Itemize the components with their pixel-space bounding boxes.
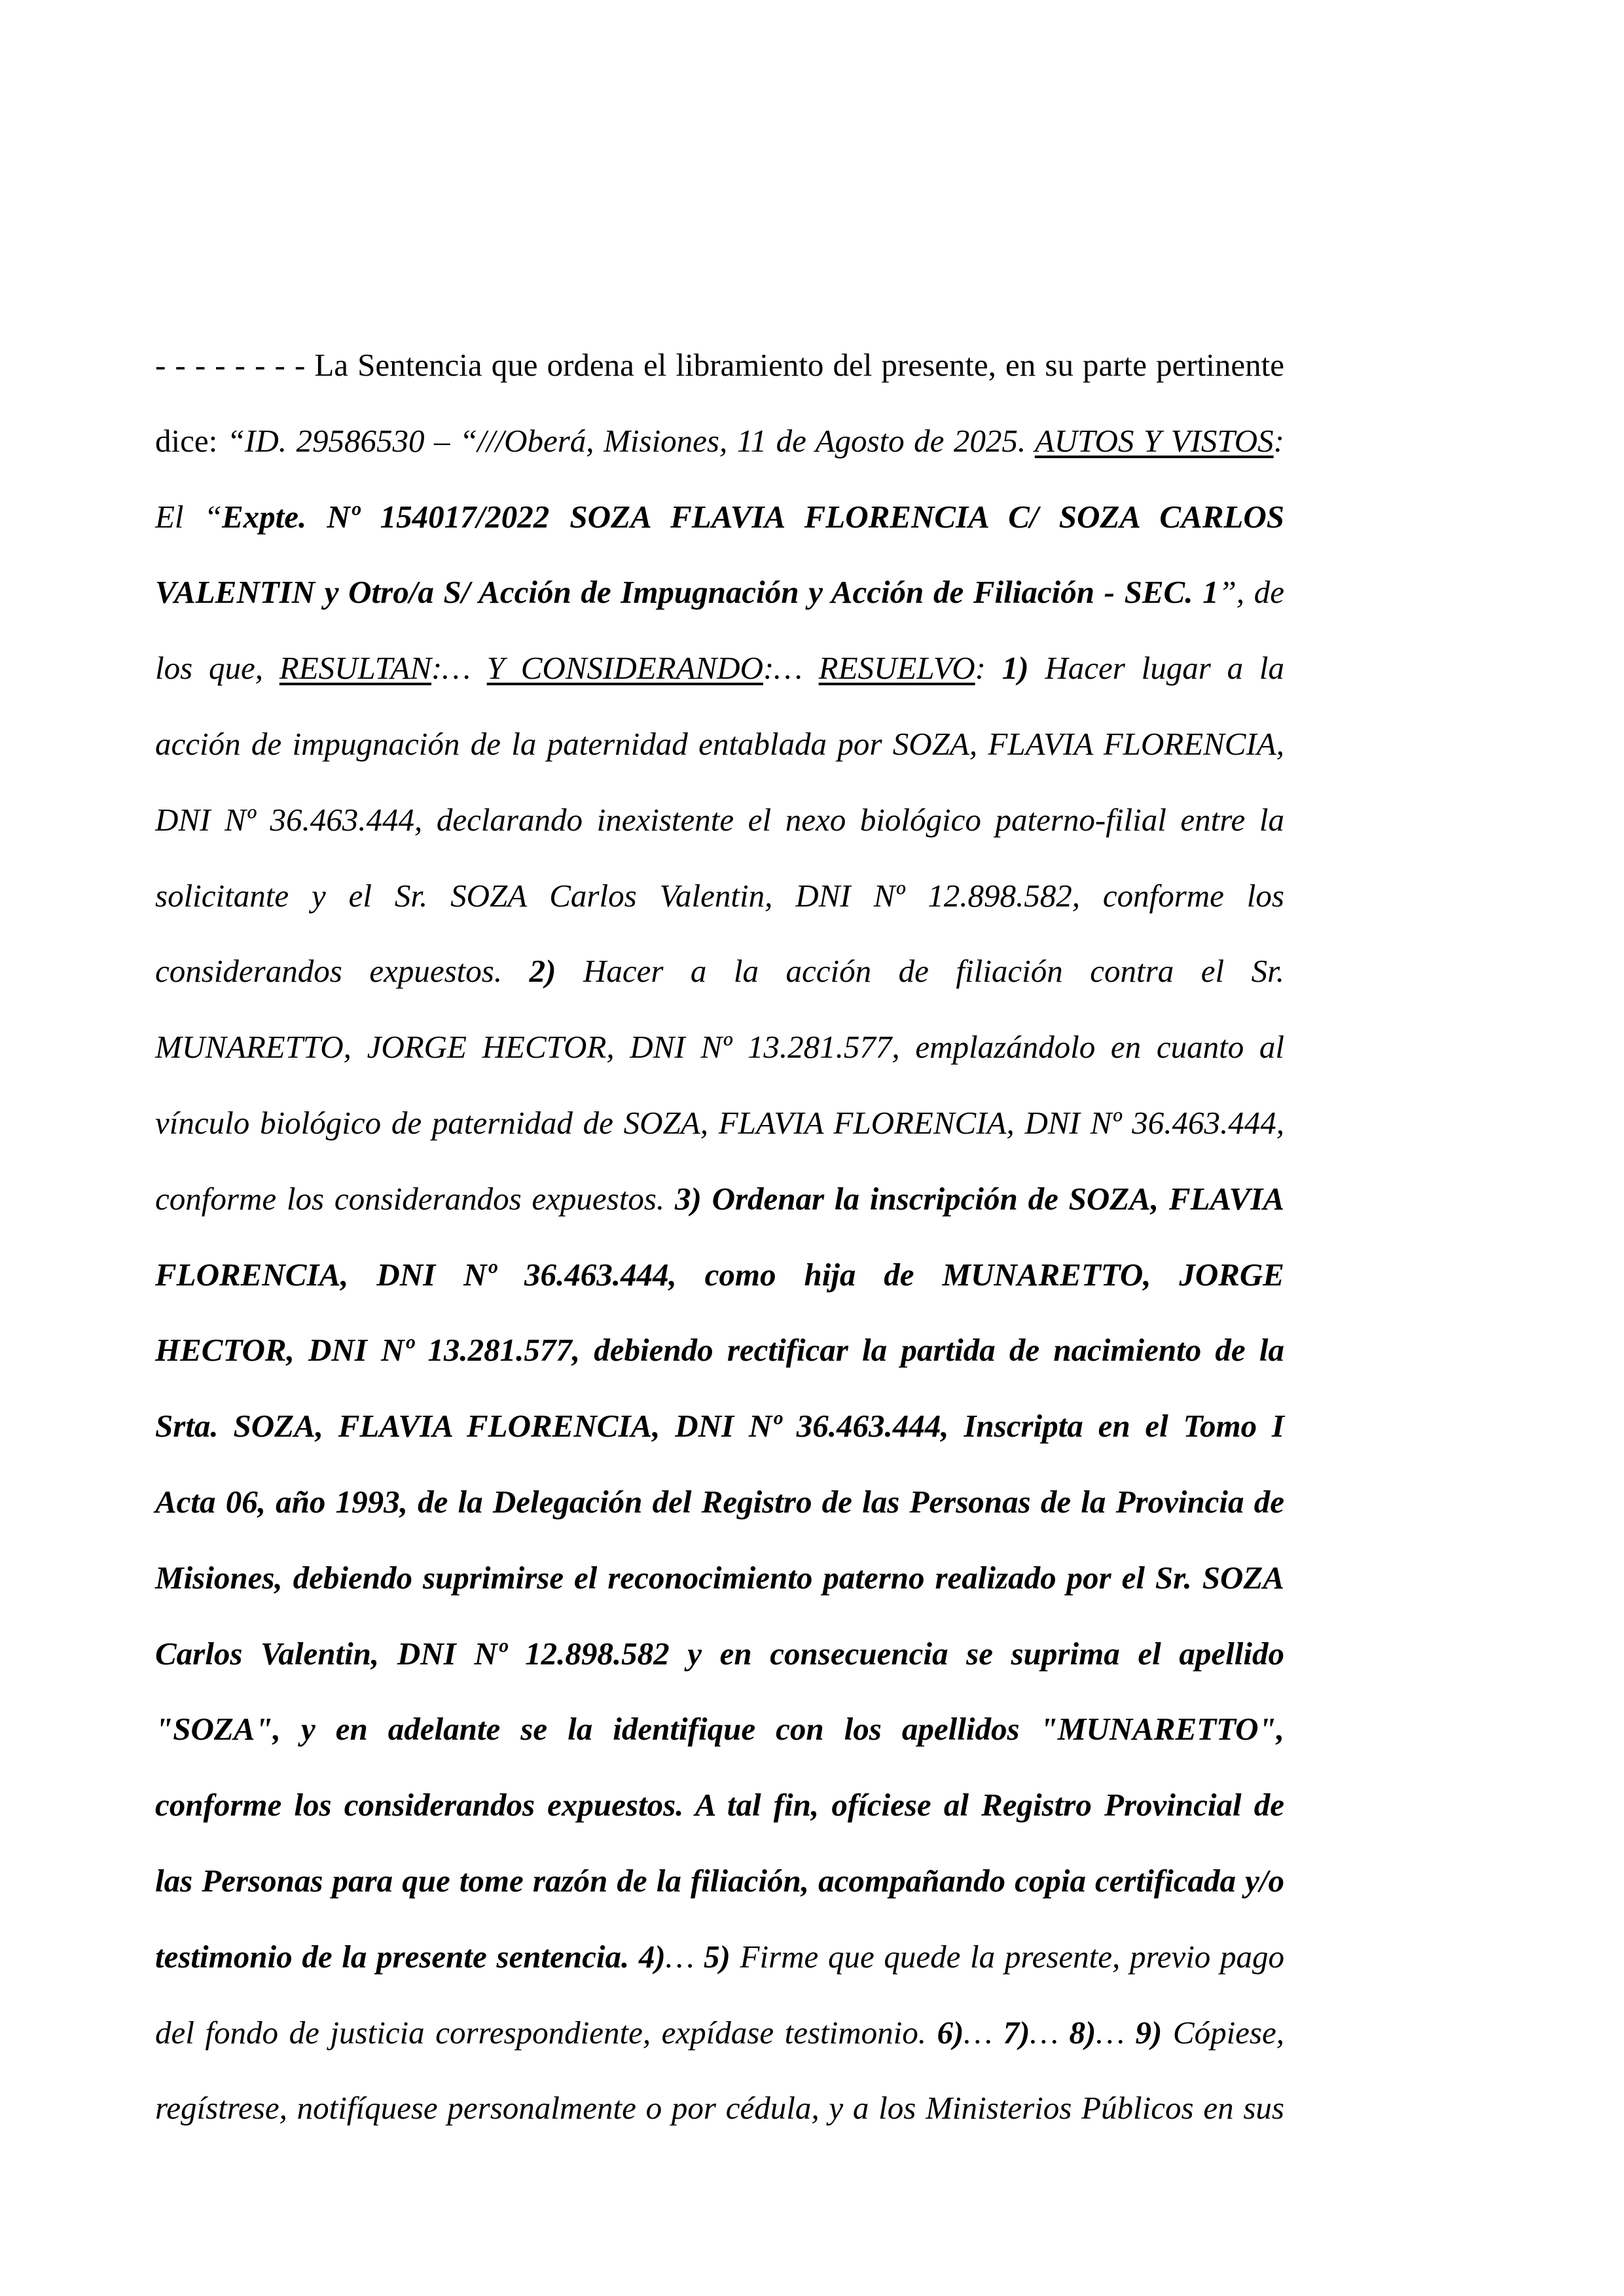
- text-segment: …: [964, 2014, 1003, 2051]
- underlined-heading: AUTOS Y VISTOS: [1034, 422, 1274, 459]
- bold-text-segment: VALENTIN y Otro/a S/ Acción de Impugnación y Acción de Filiación - SEC. 1: [155, 574, 1219, 611]
- text-segment: regístrese, notifíquese personalmente o por cédula, y a los Ministerios Públicos en sus: [155, 2090, 1284, 2126]
- bold-text-segment: "SOZA", y en adelante se la identifique con los apellidos "MUNARETTO",: [155, 1711, 1284, 1748]
- bold-text-segment: Carlos Valentin, DNI Nº 12.898.582 y en consecuencia se suprima el apellido: [155, 1635, 1284, 1672]
- text-segment: DNI Nº 36.463.444, declarando inexistente el nexo biológico paterno-filial entre la: [155, 801, 1284, 838]
- text-line: [155, 1785, 1284, 1825]
- bold-text-segment: Srta. SOZA, FLAVIA FLORENCIA, DNI Nº 36.463.444, Inscripta en el Tomo I: [155, 1408, 1284, 1444]
- text-line: [155, 1407, 1284, 1446]
- text-segment: del fondo de justicia correspondiente, expídase testimonio.: [155, 2014, 937, 2051]
- text-segment: Hacer a la acción de filiación contra el Sr.: [556, 953, 1284, 990]
- text-segment: - - - - - - - - La Sentencia que ordena el libramiento del presente, en su parte pertinente: [155, 347, 1284, 383]
- text-line: [155, 800, 1284, 840]
- text-segment: considerandos expuestos.: [155, 953, 530, 990]
- text-segment: :…: [431, 650, 487, 687]
- bold-text-segment: FLORENCIA, DNI Nº 36.463.444, como hija de MUNARETTO, JORGE: [155, 1256, 1284, 1293]
- text-segment: :…: [763, 650, 819, 687]
- text-segment: …: [1030, 2014, 1070, 2051]
- bold-text-segment: testimonio de la presente sentencia. 4): [155, 1938, 666, 1975]
- bold-text-segment: 3) Ordenar la inscripción de SOZA, FLAVIA: [674, 1180, 1284, 1217]
- underlined-heading: RESUELVO: [818, 650, 975, 687]
- text-segment: MUNARETTO, JORGE HECTOR, DNI Nº 13.281.577, emplazándolo en cuanto al: [155, 1029, 1284, 1066]
- text-line: [155, 497, 1284, 537]
- text-line: [155, 876, 1284, 916]
- bold-text-segment: 5): [704, 1938, 731, 1975]
- text-line: [155, 1861, 1284, 1901]
- text-segment: Firme que quede la presente, previo pago: [730, 1938, 1284, 1975]
- bold-text-segment: 1): [1001, 650, 1029, 687]
- underlined-heading: RESULTAN: [279, 650, 432, 687]
- text-segment: solicitante y el Sr. SOZA Carlos Valentin, DNI Nº 12.898.582, conforme los: [155, 877, 1284, 914]
- text-line: [155, 1710, 1284, 1749]
- text-line: [155, 725, 1284, 764]
- text-segment: Hacer lugar a la: [1028, 650, 1284, 687]
- text-line: [155, 1558, 1284, 1598]
- text-line: [155, 2013, 1284, 2053]
- text-line: [155, 1634, 1284, 1674]
- text-segment: los que,: [155, 650, 280, 687]
- text-segment: vínculo biológico de paternidad de SOZA, FLAVIA FLORENCIA, DNI Nº 36.463.444,: [155, 1105, 1284, 1141]
- bold-text-segment: Misiones, debiendo suprimirse el reconocimiento paterno realizado por el Sr. SOZA: [155, 1559, 1284, 1596]
- text-line: [155, 2089, 1284, 2128]
- bold-text-segment: Acta 06, año 1993, de la Delegación del Registro de las Personas de la Provincia de: [155, 1484, 1284, 1520]
- bold-text-segment: HECTOR, DNI Nº 13.281.577, debiendo rectificar la partida de nacimiento de la: [155, 1332, 1284, 1369]
- bold-text-segment: 2): [529, 953, 556, 990]
- text-line: [155, 346, 1284, 385]
- text-segment: El “: [155, 498, 222, 535]
- text-line: [155, 1179, 1284, 1219]
- bold-text-segment: 8): [1069, 2014, 1096, 2051]
- text-segment: …: [665, 1938, 704, 1975]
- text-line: [155, 422, 1284, 461]
- bold-text-segment: 7): [1003, 2014, 1030, 2051]
- text-segment: “ID. 29586530 – “///Oberá, Misiones, 11 de Agosto de 2025.: [226, 422, 1035, 459]
- text-line: [155, 1028, 1284, 1067]
- text-line: [155, 952, 1284, 991]
- text-segment: :: [1273, 422, 1284, 459]
- text-segment: dice:: [155, 422, 227, 459]
- text-segment: ”, de: [1218, 574, 1285, 611]
- text-segment: :: [975, 650, 1002, 687]
- underlined-heading: Y CONSIDERANDO: [486, 650, 763, 687]
- text-segment: acción de impugnación de la paternidad entablada por SOZA, FLAVIA FLORENCIA,: [155, 726, 1284, 762]
- bold-text-segment: 6): [937, 2014, 964, 2051]
- text-line: [155, 1103, 1284, 1143]
- text-line: [155, 1331, 1284, 1370]
- text-segment: …: [1096, 2014, 1136, 2051]
- text-line: [155, 1937, 1284, 1977]
- text-segment: Cópiese,: [1162, 2014, 1284, 2051]
- bold-text-segment: 9): [1135, 2014, 1163, 2051]
- text-line: [155, 1482, 1284, 1522]
- text-line: [155, 649, 1284, 688]
- bold-text-segment: las Personas para que tome razón de la filiación, acompañando copia certificada y/o: [155, 1863, 1284, 1899]
- text-line: [155, 573, 1284, 612]
- text-segment: conforme los considerandos expuestos.: [155, 1180, 675, 1217]
- text-line: [155, 1255, 1284, 1295]
- bold-text-segment: Expte. Nº 154017/2022 SOZA FLAVIA FLORENCIA C/ SOZA CARLOS: [221, 498, 1284, 535]
- bold-text-segment: conforme los considerandos expuestos. A tal fin, ofíciese al Registro Provincial de: [155, 1787, 1284, 1823]
